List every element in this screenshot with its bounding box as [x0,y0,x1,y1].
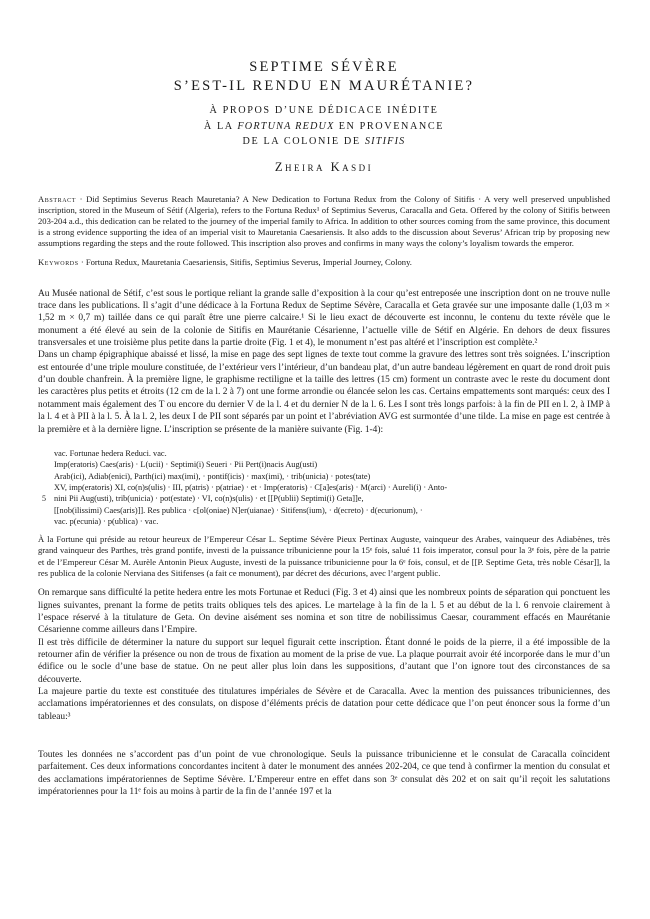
keywords-text: · Fortuna Redux, Mauretania Caesariensis, Sitifis, Septimius Severus, Imperial Journey, Colony. [78,256,412,267]
subtitle-line1: À PROPOS D’UNE DÉDICACE INÉDITE [209,105,439,116]
subtitle-line2-part3: EN PROVENANCE [334,120,445,132]
subtitle-line3 [38,134,610,150]
line-number-5: 5 [42,494,46,504]
abstract-label: Abstract [38,193,77,204]
inscription-text [42,448,610,528]
title-block [38,58,610,175]
abstract [38,194,610,250]
subtitle-line3-part1: DE LA COLONIE DE [242,136,365,147]
paragraph-3: On remarque sans difficulté la petite hedera entre les mots Fortunae et Reduci (Fig. 3 et 4) ainsi que les nombreux points de séparation qui ponctuent les lignes suivantes, prenant la forme de petits traits obliques tels des apices. Le martelage à la fin de la l. 5 et au début de la l. 6 renvoie clairement à l’espace réservé à la titulature de Geta. On devine aisément ses nomina et son titre de nobilissimus Caesar, couramment effacés en Maurétanie Césarienne comme ailleurs dans l’Empire. [38,588,610,636]
article-title-line2: S’EST-IL RENDU EN MAURÉTANIE? [173,78,475,94]
inscription-line-1: vac. Fortunae hedera Reduci. vac. [54,448,167,458]
inscription-line-4: XV, imp(eratoris) XI, co(n)s(ulis) · III, p(atris) · p(atriae) · et · Imp(eratoris) · C[a]es(aris) · M(arci) · Aureli(i) · Anto- [54,483,448,493]
article-title-line1: SEPTIME SÉVÈRE [249,59,399,75]
inscription-line-6: [[nob(ilissimi) Caes(aris)]]. Res publica · c[ol(oniae) N]er(uianae) · Sitifens(ium), · d(ecreto) · d(ecurionum), · [54,505,423,515]
inscription-line-2: Imp(eratoris) Caes(aris) · L(ucii) · Septimi(i) Seueri · Pii Pert(i)nacis Aug(usti) [54,460,318,470]
inscription-line-7: vac. p(ecunia) · p(ublica) · vac. [54,517,159,527]
keywords [38,257,610,268]
abstract-text: · Did Septimius Severus Reach Mauretania? A New Dedication to Fortuna Redux from the Colony of Sitifis · A very well preserved unpublished inscription, stored in the Museum of Sétif (Algeria), refers to the Fortuna Redux¹ of Septimius Severus, Caracalla and Geta. Offered by the colony of Sitifis between 203-204 a.d., this dedication can be related to the journey of the imperial family to Africa. In addition to other sources coming from the same province, this document is a strong evidence supporting the idea of an imperial visit to Mauretania Caesariensis. It also adds to the discussion about Severus’ African trip by proposing new assumptions regarding the steps and the route followed. This inscription also proves and confirms in many ways the colony’s loyalism towards the emperor. [38,193,610,249]
inscription-line-3: Arab(ici), Adiab(enici), Parth(ici) max(imi), · pontif(icis) · max(imi), · trib(unicia) · potes(tate) [54,471,371,481]
paragraph-1: Au Musée national de Sétif, c’est sous le portique reliant la grande salle d’exposition à la cour qu’est entreposée une inscription dont on ne trouve nulle trace dans les publications. Il s’agit d’une dédicace à la Fortuna Redux de Septime Sévère, Caracalla et Geta gravée sur une imposante dalle (1,03 m × 1,52 m × 0,7 m) taillée dans ce qui paraît être une pierre calcaire.¹ Si le lieu exact de découverte est inconnu, le contenu du texte révèle que le monument a été élevé au sein de la colonie de Sitifis en Maurétanie Césarienne, l’actuelle ville de Sétif en Algérie. En dehors de deux fissures transversales et une troisième plus petite dans la partie droite (Fig. 1 et 4), le monument n’est pas altéré et l’inscription est complète.² [38,288,610,349]
paragraph-4: Il est très difficile de déterminer la nature du support sur lequel figurait cette inscription. Étant donné le poids de la pierre, il a été impossible de la retourner afin de vérifier la présence ou non de trous de fixation au moment de la prise de vue. La plaque pourrait avoir été incorporée dans le mur d’un édifice ou le socle d’une base de statue. On ne peut aller plus loin dans les suppositions, d’autant que l’on ignore tout des circonstances de sa découverte. [38,637,610,685]
author-name: Zheira Kasdi [274,159,374,174]
paragraph-6: Toutes les données ne s’accordent pas d’un point de vue chronologique. Seuls la puissance tribunicienne et le consulat de Caracalla coïncident parfaitement. Ces deux informations concordantes incitent à dater le monument des années 202-204, ce que tend à confirmer la mention du consulat et des acclamations impératoriennes de Septime Sévère. L’Empereur entre en effet dans son 3ᵉ consulat dès 202 et on sait qu’il reçoit les salutations impératoriennes pour la 11ᵉ fois au moins à partir de la fin de l’année 197 et la [38,750,610,798]
page [38,0,610,798]
translation: À la Fortune qui préside au retour heureux de l’Empereur César L. Septime Sévère Pieux Pertinax Auguste, vainqueur des Arabes, vainqueur des Adiabènes, très grand vainqueur des Parthes, très grand pontife, investi de la puissance tribunicienne pour la 15ᵉ fois, salué 11 fois imperator, consul pour la 3ᵉ fois, père de la patrie et de l’Empereur César M. Aurèle Antonin Pieux Auguste, investi de la puissance tribunicienne pour la 6ᵉ fois, consul, et de [[P. Septime Geta, très noble César]], la res publica de la colonie Nerviana des Sitifenses (a fait ce monument), par décret des décurions, avec l’argent public. [38,533,610,578]
subtitle-line2 [38,119,610,135]
paragraph-2: Dans un champ épigraphique abaissé et lissé, la mise en page des sept lignes de texte tout comme la gravure des lettres sont très soignées. L’inscription est entourée d’une triple moulure constituée, de l’extérieur vers l’intérieur, d’un bandeau plat, d’un autre bandeau légèrement en quart de rond droit puis d’un double chanfrein. À la première ligne, le graphisme rectiligne et la taille des lettres (15 cm) forment un contraste avec le reste du document dont les caractères plus petits et étroits (12 cm de la l. 2 à 7) ont une forme arrondie ou élancée selon les cas. Certains empattements sont marqués: ceux des I notamment mais également des T ou encore du dernier V de la l. 4 et du dernier N de la l. 6. Les I sont très longs parfois: à la fin de PII en l. 2, à IMP à la l. 4 et à PII à la l. 5. À la l. 2, les deux I de PII sont séparés par un point et l’abréviation AVG est surmontée d’une tilde. La mise en page est centrée à la première et à la dernière ligne. L’inscription se présente de la manière suivante (Fig. 1-4): [38,350,610,435]
subtitle-line2-italic: FORTUNA REDUX [237,120,335,132]
paragraph-5: La majeure partie du texte est constituée des titulatures impériales de Sévère et de Caracalla. Avec la mention des puissances tribuniciennes, des acclamations impératoriennes et des consulats, on dispose d’éléments précis de datation pour cette dédicace que l’on peut énoncer sous la forme d’un tableau:³ [38,687,610,722]
keywords-label: Keywords [38,256,79,267]
subtitle-line2-part1: À LA [203,120,238,132]
article-subtitle [38,103,610,150]
inscription-line-5: nini Pii Aug(usti), trib(unicia) · pot(estate) · VI, co(n)s(ulis) · et [[P(ublii) Septimi(i) Geta]]e, [54,494,364,504]
subtitle-line3-italic: SITIFIS [364,136,406,147]
article-body [38,288,610,799]
